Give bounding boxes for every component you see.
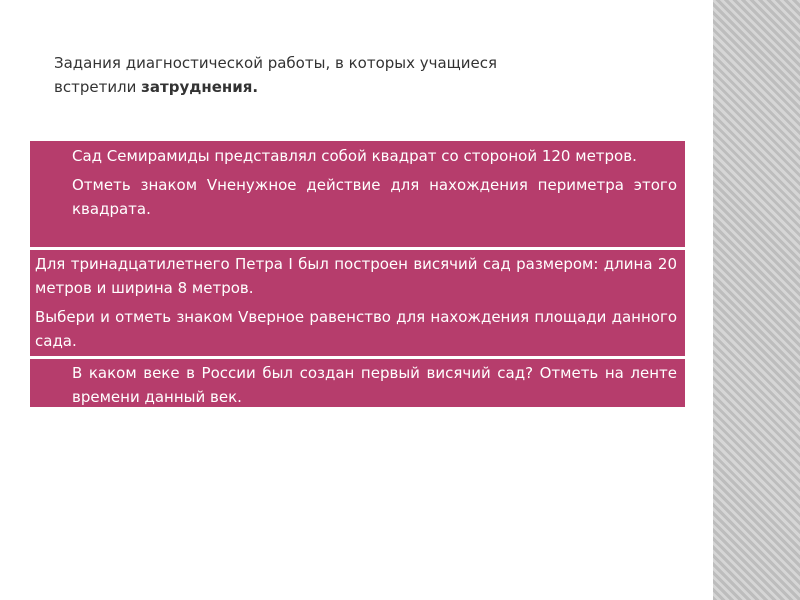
task-3-question: В каком веке в России был создан первый висячий сад? Отметь на ленте времени данный век.: [72, 364, 677, 406]
task-1-question: Отметь знаком Vненужное действие для нахождения периметра этого квадрата.: [72, 176, 677, 218]
tasks-table: [30, 141, 685, 407]
task-row-1: [30, 141, 685, 247]
intro-heading: [54, 51, 614, 99]
task-1-statement: Сад Семирамиды представлял собой квадрат со стороной 120 метров.: [72, 147, 637, 165]
decorative-side-stripe: [713, 0, 800, 600]
intro-line-2-bold: затруднения.: [141, 78, 259, 96]
task-row-2: [30, 250, 685, 356]
task-row-3: [30, 359, 685, 407]
intro-line-2-prefix: встретили: [54, 78, 142, 96]
task-2-statement: Для тринадцатилетнего Петра I был построен висячий сад размером: длина 20 метров и ширина 8 метров.: [35, 255, 677, 297]
intro-line-1: Задания диагностической работы, в которых учащиеся: [54, 54, 498, 72]
task-2-question: Выбери и отметь знаком Vверное равенство для нахождения площади данного сада.: [35, 308, 677, 350]
